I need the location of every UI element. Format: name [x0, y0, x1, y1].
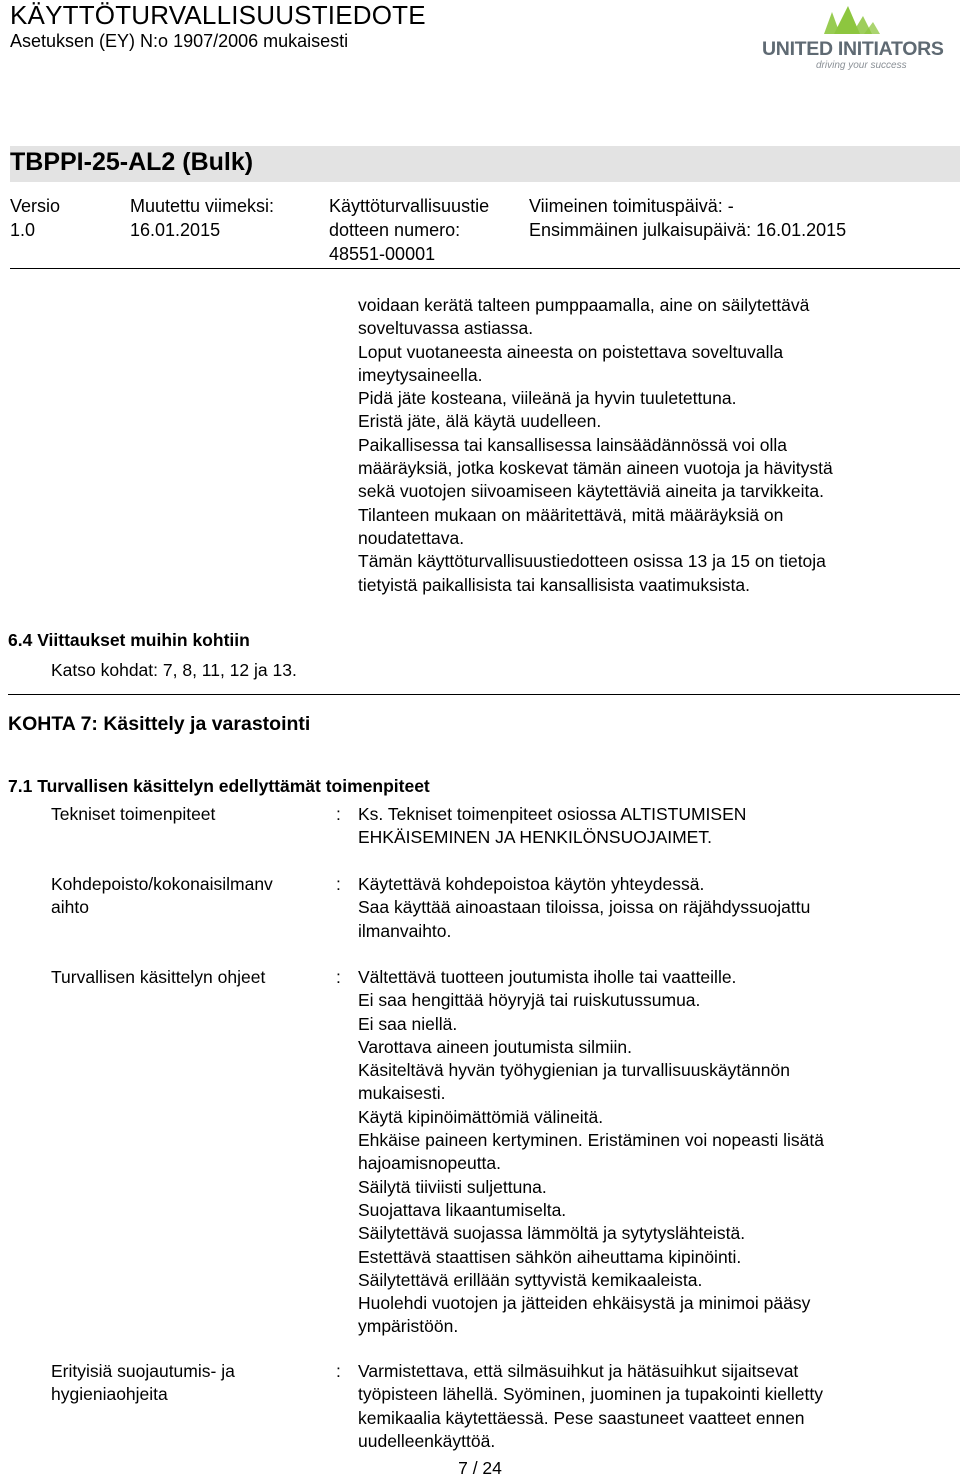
- page-number: 7 / 24: [458, 1458, 502, 1478]
- text-line: Paikallisessa tai kansallisessa lainsäädännössä voi olla: [358, 434, 787, 455]
- text-line: Eristä jäte, älä käytä uudelleen.: [358, 411, 602, 432]
- row-colon: :: [336, 874, 341, 894]
- value-line: EHKÄISEMINEN JA HENKILÖNSUOJAIMET.: [358, 827, 712, 848]
- value-line: Saa käyttää ainoastaan tiloissa, joissa on räjähdyssuojattu: [358, 897, 811, 918]
- sds-number-label-1: Käyttöturvallisuustie: [329, 196, 490, 216]
- last-issue-date: Viimeinen toimituspäivä: -: [529, 196, 734, 216]
- text-line: sekä vuotojen siivoamiseen käytettäviä aineita ja tarvikkeita.: [358, 481, 824, 502]
- section-7-title: KOHTA 7: Käsittely ja varastointi: [8, 713, 311, 735]
- modified-block: [130, 194, 274, 242]
- label-line: Erityisiä suojautumis- ja: [51, 1361, 235, 1381]
- logo-mark-icon: [760, 4, 950, 40]
- text-line: määräyksiä, jotka koskevat tämän aineen vuotoja ja hävitystä: [358, 458, 833, 479]
- regulation-subtitle: Asetuksen (EY) N:o 1907/2006 mukaisesti: [10, 31, 349, 51]
- label-line: Kohdepoisto/kokonaisilmanv: [51, 874, 273, 894]
- label-line: Tekniset toimenpiteet: [51, 804, 216, 824]
- label-line: hygieniaohjeita: [51, 1384, 168, 1405]
- value-line: Suojattava likaantumiselta.: [358, 1199, 567, 1220]
- row-value-technical-measures: [358, 803, 948, 850]
- sds-number-label-2: dotteen numero:: [329, 220, 461, 240]
- section-6-3-continuation: [358, 294, 950, 597]
- value-line: Vältettävä tuotteen joutumista iholle tai vaatteille.: [358, 967, 737, 987]
- section-7-1-title: 7.1 Turvallisen käsittelyn edellyttämät toimenpiteet: [8, 776, 430, 796]
- row-label-hygiene: [51, 1360, 323, 1407]
- value-line: Ei saa niellä.: [358, 1013, 458, 1034]
- value-line: Säilytä tiiviisti suljettuna.: [358, 1176, 547, 1197]
- text-line: noudatettava.: [358, 527, 465, 548]
- value-line: Säilytettävä suojassa lämmöltä ja sytytyslähteistä.: [358, 1223, 746, 1244]
- label-line: aihto: [51, 897, 89, 918]
- logo-name: UNITED INITIATORS: [762, 38, 944, 60]
- text-line: soveltuvassa astiassa.: [358, 318, 534, 339]
- value-line: Estettävä staattisen sähkön aiheuttama kipinöinti.: [358, 1246, 742, 1267]
- text-line: Tilanteen mukaan on määritettävä, mitä määräyksiä on: [358, 504, 784, 525]
- value-line: työpisteen lähellä. Syöminen, juominen ja tupakointi kielletty: [358, 1384, 823, 1405]
- modified-label: Muutettu viimeksi:: [130, 196, 275, 216]
- text-line: Loput vuotaneesta aineesta on poistettava soveltuvalla: [358, 341, 784, 362]
- logo-tagline: driving your success: [816, 60, 907, 71]
- value-line: ympäristöön.: [358, 1316, 459, 1337]
- version-label: Versio: [10, 196, 61, 216]
- issue-dates-block: [529, 194, 846, 242]
- row-value-ventilation: [358, 873, 948, 943]
- header-divider: [10, 268, 960, 269]
- text-line: Tämän käyttöturvallisuustiedotteen osissa 13 ja 15 on tietoja: [358, 551, 826, 572]
- value-line: kemikaalia käytettäessä. Pese saastuneet vaatteet ennen: [358, 1407, 805, 1428]
- row-value-hygiene: [358, 1360, 948, 1453]
- value-line: mukaisesti.: [358, 1083, 446, 1104]
- sds-number-block: [329, 194, 489, 266]
- row-value-safe-handling: [358, 966, 948, 1339]
- modified-value: 16.01.2015: [130, 220, 221, 240]
- row-label-technical-measures: [51, 803, 323, 826]
- value-line: Ei saa hengittää höyryjä tai ruiskutussumua.: [358, 990, 701, 1011]
- value-line: Käsiteltävä hyvän työhygienian ja turvallisuuskäytännön: [358, 1060, 790, 1081]
- text-line: imeytysaineella.: [358, 364, 483, 385]
- value-line: uudelleenkäyttöä.: [358, 1430, 496, 1451]
- value-line: Varmistettava, että silmäsuihkut ja hätäsuihkut sijaitsevat: [358, 1361, 799, 1381]
- document-title: KÄYTTÖTURVALLISUUSTIEDOTE: [10, 0, 426, 30]
- text-line: tietyistä paikallisista tai kansallisista vaatimuksista.: [358, 574, 750, 595]
- value-line: ilmanvaihto.: [358, 920, 452, 941]
- company-logo: [760, 4, 950, 74]
- section-6-4-text: Katso kohdat: 7, 8, 11, 12 ja 13.: [51, 660, 297, 680]
- row-label-ventilation: [51, 873, 323, 920]
- section-7-divider: [8, 694, 960, 695]
- row-colon: :: [336, 1361, 341, 1381]
- value-line: Ehkäise paineen kertyminen. Eristäminen voi nopeasti lisätä: [358, 1130, 824, 1151]
- value-line: Huolehdi vuotojen ja jätteiden ehkäisystä ja minimoi pääsy: [358, 1293, 811, 1314]
- section-6-4-title: 6.4 Viittaukset muihin kohtiin: [8, 630, 250, 650]
- version-value: 1.0: [10, 220, 36, 240]
- version-block: [10, 194, 60, 242]
- value-line: Ks. Tekniset toimenpiteet osiossa ALTISTUMISEN: [358, 804, 747, 824]
- first-issue-date: Ensimmäinen julkaisupäivä: 16.01.2015: [529, 220, 847, 240]
- value-line: hajoamisnopeutta.: [358, 1153, 502, 1174]
- text-line: voidaan kerätä talteen pumppaamalla, aine on säilytettävä: [358, 295, 810, 315]
- sds-number-value: 48551-00001: [329, 244, 436, 264]
- label-line: Turvallisen käsittelyn ohjeet: [51, 967, 266, 987]
- row-label-safe-handling: [51, 966, 323, 989]
- row-colon: :: [336, 967, 341, 987]
- text-line: Pidä jäte kosteana, viileänä ja hyvin tuuletettuna.: [358, 388, 737, 409]
- value-line: Säilytettävä erillään syttyvistä kemikaaleista.: [358, 1269, 703, 1290]
- row-colon: :: [336, 804, 341, 824]
- value-line: Käytettävä kohdepoistoa käytön yhteydessä.: [358, 874, 705, 894]
- product-name: TBPPI-25-AL2 (Bulk): [10, 148, 254, 176]
- value-line: Käytä kipinöimättömiä välineitä.: [358, 1106, 604, 1127]
- value-line: Varottava aineen joutumista silmiin.: [358, 1036, 632, 1057]
- product-name-band: [10, 146, 960, 182]
